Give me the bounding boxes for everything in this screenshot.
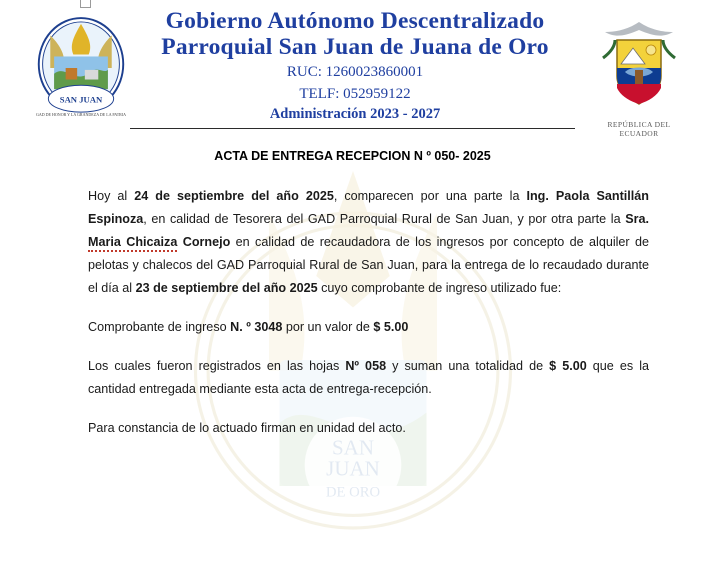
header-divider — [130, 128, 575, 129]
parish-seal-name: SAN JUAN — [59, 94, 103, 105]
paragraph-1 — [88, 185, 649, 300]
header-title-line2: Parroquial San Juan de Juana de Oro — [161, 34, 549, 60]
p2-text-a: Comprobante de ingreso — [88, 320, 231, 334]
svg-text:SAN: SAN — [331, 435, 374, 460]
p1-text-b: , comparecen por una parte la — [333, 189, 527, 203]
national-coat-caption: REPÚBLICA DEL ECUADOR — [607, 120, 671, 138]
p1-name-2-prefix: Sra. — [625, 212, 649, 226]
header-telf: TELF: 052959122 — [299, 86, 411, 102]
page-corner-marker — [80, 0, 91, 8]
p1-name-2-main: Maria Chicaiza — [88, 235, 177, 252]
p1-text-d: en calidad de recaudadora de los ingresos por concepto de alquiler de pelotas y chalecos del GAD Parroquial Rural de San Juan, para la entrega de lo recaudado durante el día al — [88, 235, 649, 295]
header-title-block — [130, 8, 580, 124]
svg-text:JUAN: JUAN — [325, 456, 380, 481]
paragraph-4: Para constancia de lo actuado firman en unidad del acto. — [88, 421, 406, 435]
document-body — [88, 185, 649, 440]
p3-text-c: que es la cantidad entregada mediante esta acta de entrega-recepción. — [88, 359, 649, 396]
p3-total: $ 5.00 — [549, 359, 587, 373]
header-title-line1: Gobierno Autónomo Descentralizado — [165, 8, 545, 34]
parish-seal-motto: GAD DE HONOR Y LA GRANDEZA DE LA PATRIA — [35, 112, 127, 118]
p3-sheet-number: Nº 058 — [345, 359, 387, 373]
p2-text-b: por un valor de — [282, 320, 374, 334]
p2-amount: $ 5.00 — [373, 320, 409, 334]
p1-text-c: , en calidad de Tesorera del GAD Parroquial Rural de San Juan, y por otra parte la — [143, 212, 626, 226]
p2-receipt-number: N. º 3048 — [230, 320, 283, 334]
p1-date-1: 24 de septiembre del año 2025 — [134, 189, 334, 203]
page-title: ACTA DE ENTREGA RECEPCION N º 050- 2025 — [214, 149, 491, 163]
header-ruc: RUC: 1260023860001 — [286, 64, 424, 80]
p1-date-2: 23 de septiembre del año 2025 — [135, 281, 318, 295]
p1-text-e: cuyo comprobante de ingreso utilizado fue: — [317, 281, 562, 295]
p1-name-1: Ing. Paola Santillán Espinoza — [88, 189, 649, 226]
p3-text-b: y suman una totalidad de — [386, 359, 550, 373]
p1-text-a: Hoy al — [88, 189, 135, 203]
svg-text:DE ORO: DE ORO — [325, 484, 380, 501]
ecuador-shield-icon — [591, 18, 687, 114]
parish-seal-icon — [33, 14, 129, 122]
p3-text-a: Los cuales fueron registrados en las hojas — [88, 359, 346, 373]
national-coat-of-arms — [591, 18, 687, 138]
paragraph-3 — [88, 355, 649, 401]
header-administration: Administración 2023 - 2027 — [269, 106, 441, 122]
document-header — [0, 0, 705, 138]
p1-name-2-suffix: Cornejo — [177, 235, 231, 249]
paragraph-2 — [88, 316, 649, 339]
